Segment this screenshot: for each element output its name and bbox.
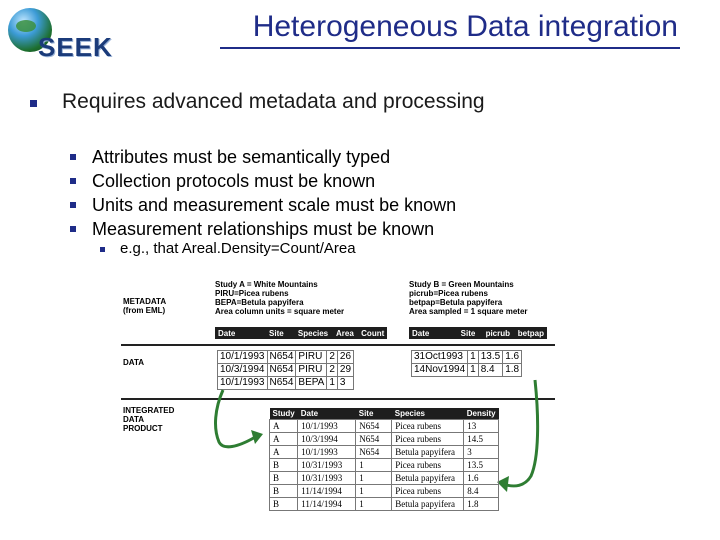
study-b-table: [411, 350, 522, 377]
table-cell: 10/1/1993: [298, 420, 356, 433]
logo-text: SEEK: [38, 32, 113, 62]
table-row: [270, 498, 499, 511]
sub-bullet-text: Attributes must be semantically typed: [92, 147, 391, 167]
title-underline: [220, 47, 680, 49]
study-a-metadata: [215, 280, 344, 316]
table-cell: 3: [337, 377, 353, 390]
sub-bullet-text: Units and measurement scale must be known: [92, 195, 457, 215]
table-cell: 29: [337, 364, 353, 377]
table-cell: A: [270, 446, 298, 459]
table-cell: Betula papyifera: [392, 498, 464, 511]
table-cell: 14Nov1994: [412, 364, 468, 377]
bullet-square-icon: [100, 247, 105, 252]
table-cell: A: [270, 433, 298, 446]
table-cell: PIRU: [296, 364, 327, 377]
column-header: Date: [412, 328, 430, 338]
table-cell: N654: [356, 446, 392, 459]
column-header: Site: [269, 328, 284, 338]
table-cell: 1.8: [464, 498, 499, 511]
column-header: Species: [297, 328, 329, 338]
column-header: picrub: [485, 328, 511, 338]
bullet-square-icon: [70, 178, 76, 184]
table-cell: Betula papyifera: [392, 446, 464, 459]
sub-bullet-text: Measurement relationships must be known: [92, 219, 435, 239]
table-cell: 10/1/1993: [218, 351, 268, 364]
column-header: Date: [298, 408, 356, 420]
table-cell: 1.6: [464, 472, 499, 485]
study-b-meta-line: Area sampled = 1 square meter: [409, 307, 528, 316]
table-cell: 31Oct1993: [412, 351, 468, 364]
column-header: Date: [218, 328, 236, 338]
column-header: Site: [460, 328, 476, 338]
study-a-meta-line: BEPA=Betula papyifera: [215, 298, 304, 307]
study-b-meta-line: Study B = Green Mountains: [409, 280, 514, 289]
divider: [121, 344, 555, 346]
table-cell: B: [270, 498, 298, 511]
table-cell: 10/31/1993: [298, 459, 356, 472]
integrated-label: [123, 406, 174, 433]
table-cell: 10/3/1994: [218, 364, 268, 377]
study-a-meta-line: PIRU=Picea rubens: [215, 289, 289, 298]
table-cell: N654: [267, 351, 296, 364]
bullet-square-icon: [70, 154, 76, 160]
study-a-meta-line: Study A = White Mountains: [215, 280, 318, 289]
table-row: [412, 351, 522, 364]
table-cell: PIRU: [296, 351, 327, 364]
table-row: [218, 364, 354, 377]
table-row: [270, 433, 499, 446]
table-cell: B: [270, 472, 298, 485]
table-cell: 1: [356, 485, 392, 498]
table-cell: 1: [327, 377, 338, 390]
table-cell: B: [270, 485, 298, 498]
study-b-meta-line: betpap=Betula papyifera: [409, 298, 503, 307]
integrated-label-line: DATA: [123, 415, 145, 424]
table-cell: 2: [327, 351, 338, 364]
metadata-label-line: METADATA: [123, 297, 167, 306]
study-b-metadata: [409, 280, 528, 316]
metadata-label: [123, 297, 166, 315]
table-cell: 1.8: [503, 364, 522, 377]
arrow-left-icon: [207, 388, 269, 456]
table-row: [270, 446, 499, 459]
sub-bullet-text: Collection protocols must be known: [92, 171, 376, 191]
study-a-meta-line: Area column units = square meter: [215, 307, 345, 316]
table-cell: 11/14/1994: [298, 485, 356, 498]
bullet-square-icon: [70, 226, 76, 232]
integrated-label-line: INTEGRATED: [123, 406, 175, 415]
table-cell: 1: [356, 472, 392, 485]
table-cell: 11/14/1994: [298, 498, 356, 511]
table-cell: 1: [356, 498, 392, 511]
column-header: Site: [356, 408, 392, 420]
table-row: [270, 420, 499, 433]
table-header-row: [270, 408, 499, 420]
bullet-square-icon: [70, 202, 76, 208]
table-cell: 10/1/1993: [298, 446, 356, 459]
table-cell: 13: [464, 420, 499, 433]
table-cell: 14.5: [464, 433, 499, 446]
column-header: Area: [335, 328, 354, 338]
table-row: [218, 351, 354, 364]
table-cell: 13.5: [464, 459, 499, 472]
integration-figure: [115, 270, 555, 520]
study-b-meta-line: picrub=Picea rubens: [409, 289, 488, 298]
table-row: [412, 364, 522, 377]
table-cell: 1: [356, 459, 392, 472]
table-cell: 1: [468, 351, 479, 364]
column-header: Density: [464, 408, 499, 420]
table-cell: Betula papyifera: [392, 472, 464, 485]
integrated-table: [269, 408, 499, 511]
example-text: e.g., that Areal.Density=Count/Area: [120, 240, 356, 257]
table-cell: 10/1/1993: [218, 377, 268, 390]
table-cell: 10/3/1994: [298, 433, 356, 446]
slide-title: Heterogeneous Data integration: [252, 10, 678, 43]
table-cell: 26: [337, 351, 353, 364]
table-cell: 1.6: [503, 351, 522, 364]
table-cell: N654: [356, 433, 392, 446]
table-cell: BEPA: [296, 377, 327, 390]
table-cell: 13.5: [478, 351, 502, 364]
table-cell: N654: [356, 420, 392, 433]
table-cell: B: [270, 459, 298, 472]
arrow-right-icon: [495, 378, 545, 498]
column-header: Count: [361, 328, 385, 338]
table-cell: 2: [327, 364, 338, 377]
column-header: betpap: [517, 328, 545, 338]
study-b-header-bar: [409, 327, 547, 339]
table-row: [270, 459, 499, 472]
table-cell: Picea rubens: [392, 459, 464, 472]
study-a-table: [217, 350, 354, 390]
table-row: [270, 472, 499, 485]
seek-logo: [8, 8, 128, 60]
table-cell: N654: [267, 377, 296, 390]
main-bullet-text: Requires advanced metadata and processing: [62, 90, 485, 113]
table-cell: 1: [468, 364, 479, 377]
table-cell: Picea rubens: [392, 433, 464, 446]
integrated-label-line: PRODUCT: [123, 424, 163, 433]
table-cell: 10/31/1993: [298, 472, 356, 485]
study-a-header-bar: [215, 327, 387, 339]
table-cell: 8.4: [478, 364, 502, 377]
metadata-label-line: (from EML): [123, 306, 166, 315]
table-cell: A: [270, 420, 298, 433]
column-header: Study: [270, 408, 298, 420]
table-cell: N654: [267, 364, 296, 377]
data-label: DATA: [123, 358, 145, 367]
table-cell: 8.4: [464, 485, 499, 498]
table-cell: Picea rubens: [392, 420, 464, 433]
table-cell: 3: [464, 446, 499, 459]
bullet-square-icon: [30, 100, 37, 107]
divider: [121, 398, 555, 400]
column-header: Species: [392, 408, 464, 420]
table-cell: Picea rubens: [392, 485, 464, 498]
table-row: [270, 485, 499, 498]
